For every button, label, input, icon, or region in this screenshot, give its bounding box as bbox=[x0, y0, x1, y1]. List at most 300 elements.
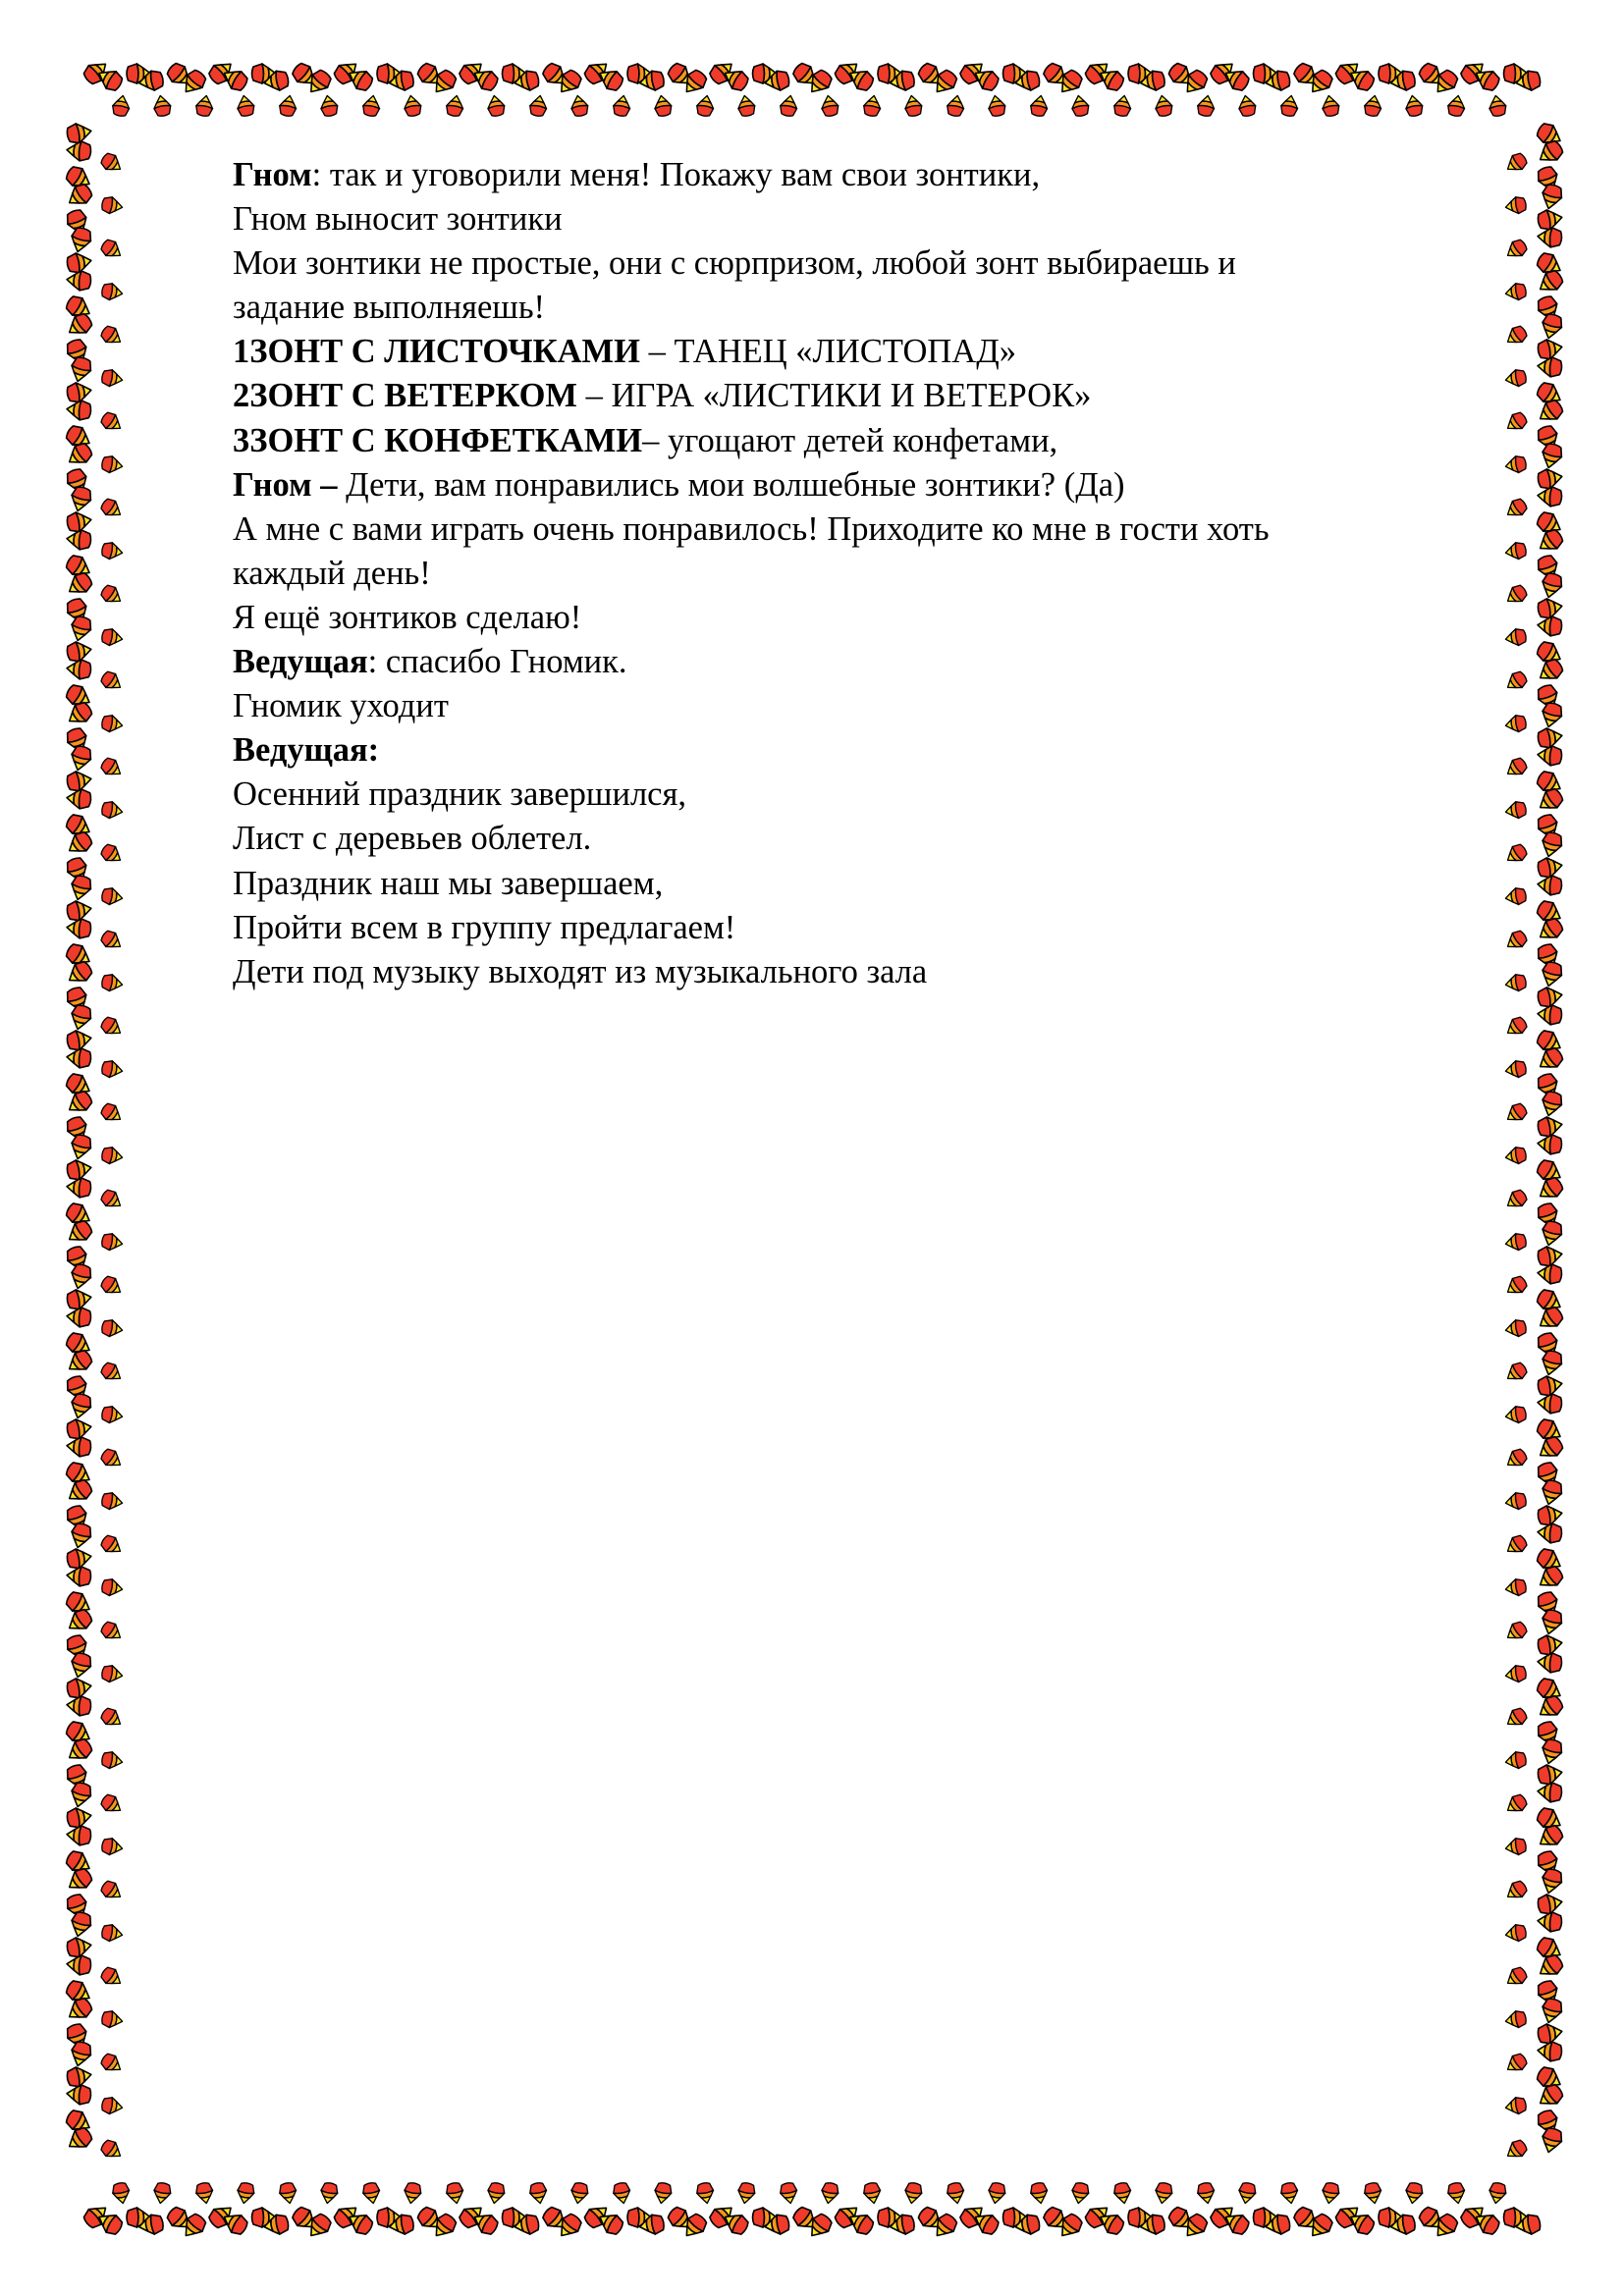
text-line: 1ЗОНТ С ЛИСТОЧКАМИ – ТАНЕЦ «ЛИСТОПАД» bbox=[233, 333, 1016, 371]
candy-corn-icon bbox=[152, 94, 172, 117]
candy-corn-icon bbox=[101, 1750, 124, 1770]
candy-corn-icon bbox=[64, 1088, 95, 1117]
candy-corn-icon bbox=[1537, 2041, 1562, 2062]
candy-corn-icon bbox=[194, 94, 214, 117]
candy-corn-icon bbox=[66, 1047, 91, 1069]
candy-corn-icon bbox=[101, 973, 124, 992]
candy-corn-icon bbox=[68, 2040, 93, 2068]
candy-corn-icon bbox=[1504, 195, 1527, 215]
candy-corn-icon bbox=[736, 2182, 756, 2205]
candy-corn-icon bbox=[1503, 928, 1530, 953]
candy-corn-icon bbox=[68, 1651, 93, 1680]
text-line: Мои зонтики не простые, они с сюрпризом, любой зонт выбираешь и bbox=[233, 244, 1236, 283]
candy-corn-icon bbox=[1535, 785, 1566, 815]
candy-corn-icon bbox=[1537, 227, 1562, 248]
candy-corn-icon bbox=[99, 150, 126, 176]
candy-corn-icon bbox=[1112, 2182, 1132, 2205]
candy-corn-icon bbox=[66, 899, 93, 923]
candy-corn-icon bbox=[1404, 2182, 1424, 2205]
candy-corn-icon bbox=[1503, 582, 1530, 608]
candy-corn-icon bbox=[1504, 1232, 1527, 1252]
candy-corn-icon bbox=[1539, 312, 1564, 341]
candy-corn-icon bbox=[66, 381, 93, 404]
candy-corn-icon bbox=[1537, 1782, 1562, 1803]
candy-corn-icon bbox=[68, 1781, 93, 1809]
candy-corn-icon bbox=[68, 744, 93, 773]
candy-corn-icon bbox=[1504, 1491, 1527, 1511]
candy-corn-icon bbox=[1539, 1219, 1564, 1248]
candy-corn-icon bbox=[99, 1014, 126, 1040]
text-line: Гном – Дети, вам понравились мои волшебные зонтики? (Да) bbox=[233, 465, 1125, 504]
candy-corn-icon bbox=[1535, 915, 1566, 944]
candy-corn-icon bbox=[66, 1806, 93, 1830]
candy-corn-icon bbox=[101, 2009, 124, 2029]
candy-corn-icon bbox=[66, 1566, 91, 1587]
candy-corn-icon bbox=[101, 1405, 124, 1424]
candy-corn-icon bbox=[862, 94, 882, 117]
candy-corn-icon bbox=[779, 2182, 798, 2205]
candy-corn-icon bbox=[66, 1177, 91, 1199]
candy-corn-icon bbox=[445, 94, 464, 117]
candy-corn-icon bbox=[99, 1100, 126, 1126]
candy-corn-icon bbox=[66, 510, 93, 534]
candy-corn-icon bbox=[66, 640, 93, 664]
candy-corn-icon bbox=[66, 1417, 93, 1441]
candy-corn-icon bbox=[1539, 2126, 1564, 2155]
candy-corn-icon bbox=[1535, 2081, 1566, 2110]
candy-corn-icon bbox=[1537, 208, 1564, 232]
candy-corn-icon bbox=[1537, 726, 1564, 750]
candy-corn-icon bbox=[66, 2084, 91, 2106]
candy-corn-icon bbox=[653, 94, 673, 117]
candy-corn-icon bbox=[64, 569, 95, 599]
candy-corn-icon bbox=[1537, 1393, 1562, 1415]
candy-corn-icon bbox=[1404, 94, 1424, 117]
candy-corn-icon bbox=[1503, 237, 1530, 262]
candy-corn-icon bbox=[987, 94, 1006, 117]
candy-corn-icon bbox=[1535, 1692, 1566, 1722]
candy-corn-icon bbox=[66, 1288, 93, 1311]
candy-corn-icon bbox=[1537, 1004, 1562, 1026]
candy-corn-icon bbox=[101, 800, 124, 820]
text-line: задание выполняешь! bbox=[233, 289, 546, 327]
candy-corn-icon bbox=[101, 195, 124, 215]
candy-corn-icon bbox=[64, 1865, 95, 1895]
candy-corn-icon bbox=[1537, 856, 1564, 880]
candy-corn-icon bbox=[1535, 656, 1566, 685]
candy-corn-icon bbox=[1504, 1059, 1527, 1079]
candy-corn-icon bbox=[66, 251, 93, 275]
candy-corn-icon bbox=[1539, 442, 1564, 470]
candy-corn-icon bbox=[66, 140, 91, 162]
candy-corn-icon bbox=[1363, 94, 1382, 117]
candy-corn-icon bbox=[101, 282, 124, 301]
candy-corn-icon bbox=[68, 1262, 93, 1291]
candy-corn-icon bbox=[820, 2182, 839, 2205]
candy-corn-icon bbox=[1321, 94, 1340, 117]
candy-corn-icon bbox=[569, 2182, 589, 2205]
candy-corn-icon bbox=[1503, 1446, 1530, 1471]
document-text bbox=[233, 153, 1470, 994]
candy-corn-icon bbox=[99, 2137, 126, 2163]
candy-corn-icon bbox=[1535, 1563, 1566, 1592]
candy-corn-icon bbox=[1237, 94, 1257, 117]
candy-corn-icon bbox=[1539, 830, 1564, 859]
candy-corn-icon bbox=[236, 94, 255, 117]
candy-corn-icon bbox=[101, 1232, 124, 1252]
candy-corn-icon bbox=[1503, 668, 1530, 694]
candy-corn-icon bbox=[1537, 875, 1562, 896]
candy-corn-icon bbox=[1503, 1014, 1530, 1040]
candy-corn-icon bbox=[361, 2182, 381, 2205]
candy-corn-icon bbox=[1237, 2182, 1257, 2205]
candy-corn-icon bbox=[99, 1273, 126, 1299]
candy-corn-icon bbox=[99, 1532, 126, 1558]
candy-corn-icon bbox=[1279, 94, 1299, 117]
text-line: каждый день! bbox=[233, 554, 431, 592]
candy-corn-icon bbox=[68, 355, 93, 384]
candy-corn-icon bbox=[64, 1606, 95, 1635]
candy-corn-icon bbox=[1535, 267, 1566, 296]
candy-corn-icon bbox=[1112, 94, 1132, 117]
candy-corn-icon bbox=[1537, 597, 1564, 620]
candy-corn-icon bbox=[1537, 1633, 1564, 1657]
candy-corn-icon bbox=[99, 496, 126, 521]
candy-corn-icon bbox=[99, 841, 126, 867]
candy-corn-icon bbox=[99, 1791, 126, 1817]
candy-corn-icon bbox=[1539, 1090, 1564, 1118]
candy-corn-icon bbox=[64, 2124, 95, 2154]
text-line: 3ЗОНТ С КОНФЕТКАМИ– угощают детей конфетами, bbox=[233, 421, 1058, 459]
candy-corn-icon bbox=[1535, 1174, 1566, 1203]
candy-corn-icon bbox=[66, 270, 91, 292]
candy-corn-icon bbox=[1504, 541, 1527, 561]
candy-corn-icon bbox=[1504, 1405, 1527, 1424]
candy-corn-icon bbox=[68, 226, 93, 254]
candy-corn-icon bbox=[1503, 1187, 1530, 1212]
candy-corn-icon bbox=[1029, 2182, 1049, 2205]
candy-corn-icon bbox=[1196, 94, 1216, 117]
candy-corn-icon bbox=[779, 94, 798, 117]
candy-corn-icon bbox=[1539, 1997, 1564, 2025]
candy-corn-icon bbox=[99, 755, 126, 780]
candy-corn-icon bbox=[486, 2182, 506, 2205]
candy-corn-icon bbox=[1504, 1750, 1527, 1770]
candy-corn-icon bbox=[1539, 183, 1564, 211]
candy-corn-icon bbox=[66, 1825, 91, 1846]
candy-corn-icon bbox=[946, 2182, 965, 2205]
candy-corn-icon bbox=[612, 94, 631, 117]
candy-corn-icon bbox=[99, 1964, 126, 1990]
candy-corn-icon bbox=[1537, 1134, 1562, 1155]
candy-corn-icon bbox=[99, 1360, 126, 1385]
candy-corn-icon bbox=[236, 2182, 255, 2205]
candy-corn-icon bbox=[695, 2182, 715, 2205]
text-line: Лист с деревьев облетел. bbox=[233, 820, 592, 858]
candy-corn-icon bbox=[820, 94, 839, 117]
candy-corn-icon bbox=[101, 1146, 124, 1165]
candy-corn-icon bbox=[1504, 368, 1527, 388]
candy-corn-icon bbox=[99, 1705, 126, 1731]
candy-corn-icon bbox=[1488, 2182, 1507, 2205]
candy-corn-icon bbox=[68, 485, 93, 513]
candy-corn-icon bbox=[152, 2182, 172, 2205]
candy-corn-icon bbox=[66, 1695, 91, 1717]
text-line: А мне с вами играть очень понравилось! Приходите ко мне в гости хоть bbox=[233, 509, 1270, 548]
candy-corn-icon bbox=[64, 1217, 95, 1247]
candy-corn-icon bbox=[1503, 409, 1530, 435]
candy-corn-icon bbox=[101, 541, 124, 561]
candy-corn-icon bbox=[1503, 323, 1530, 348]
candy-corn-icon bbox=[1537, 745, 1562, 767]
candy-corn-icon bbox=[1446, 94, 1466, 117]
candy-corn-icon bbox=[1446, 2182, 1466, 2205]
candy-corn-icon bbox=[1537, 1504, 1564, 1527]
candy-corn-icon bbox=[1503, 2051, 1530, 2076]
candy-corn-icon bbox=[1504, 800, 1527, 820]
candy-corn-icon bbox=[66, 1936, 93, 1959]
candy-corn-icon bbox=[66, 918, 91, 939]
candy-corn-icon bbox=[1504, 1923, 1527, 1943]
text-line: Дети под музыку выходят из музыкального зала bbox=[233, 952, 928, 990]
candy-corn-icon bbox=[194, 2182, 214, 2205]
candy-corn-icon bbox=[1535, 526, 1566, 556]
candy-corn-icon bbox=[1503, 1705, 1530, 1731]
candy-corn-icon bbox=[862, 2182, 882, 2205]
candy-corn-icon bbox=[1504, 2096, 1527, 2115]
candy-corn-icon bbox=[1503, 496, 1530, 521]
candy-corn-icon bbox=[1535, 1433, 1566, 1463]
candy-corn-icon bbox=[1504, 886, 1527, 906]
candy-corn-icon bbox=[1503, 150, 1530, 176]
candy-corn-icon bbox=[101, 1491, 124, 1511]
candy-corn-icon bbox=[111, 2182, 131, 2205]
candy-corn-icon bbox=[1539, 701, 1564, 729]
candy-corn-icon bbox=[1504, 1318, 1527, 1338]
candy-corn-icon bbox=[68, 1522, 93, 1550]
candy-corn-icon bbox=[1537, 1763, 1564, 1787]
candy-corn-icon bbox=[1488, 94, 1507, 117]
candy-corn-icon bbox=[1535, 1304, 1566, 1333]
candy-corn-icon bbox=[68, 614, 93, 643]
candy-corn-icon bbox=[1535, 1822, 1566, 1851]
candy-corn-icon bbox=[1279, 2182, 1299, 2205]
candy-corn-icon bbox=[101, 368, 124, 388]
candy-corn-icon bbox=[101, 1318, 124, 1338]
candy-corn-icon bbox=[1537, 1652, 1562, 1674]
candy-corn-icon bbox=[1537, 1115, 1564, 1139]
candy-corn-icon bbox=[1504, 627, 1527, 647]
candy-corn-icon bbox=[1503, 1878, 1530, 1903]
candy-corn-icon bbox=[64, 1735, 95, 1765]
candy-corn-icon bbox=[101, 2096, 124, 2115]
candy-corn-icon bbox=[101, 454, 124, 474]
candy-corn-icon bbox=[1503, 2137, 1530, 2163]
candy-corn-icon bbox=[66, 788, 91, 810]
candy-corn-icon bbox=[1504, 454, 1527, 474]
candy-corn-icon bbox=[64, 1995, 95, 2024]
candy-corn-icon bbox=[1539, 571, 1564, 600]
candy-corn-icon bbox=[1539, 1608, 1564, 1636]
candy-corn-icon bbox=[1539, 1737, 1564, 1766]
candy-corn-icon bbox=[99, 1187, 126, 1212]
candy-corn-icon bbox=[1537, 2022, 1564, 2046]
candy-corn-icon bbox=[101, 1577, 124, 1597]
candy-corn-icon bbox=[1537, 1245, 1564, 1268]
candy-corn-icon bbox=[1535, 1044, 1566, 1074]
candy-corn-icon bbox=[1503, 1532, 1530, 1558]
candy-corn-icon bbox=[1503, 1273, 1530, 1299]
candy-corn-icon bbox=[1539, 1478, 1564, 1507]
candy-corn-icon bbox=[445, 2182, 464, 2205]
candy-corn-icon bbox=[99, 2051, 126, 2076]
candy-corn-icon bbox=[66, 1547, 93, 1571]
text-line: Праздник наш мы завершаем, bbox=[233, 864, 664, 902]
candy-corn-icon bbox=[1070, 2182, 1090, 2205]
candy-corn-icon bbox=[66, 1677, 93, 1700]
candy-corn-icon bbox=[653, 2182, 673, 2205]
candy-corn-icon bbox=[1535, 137, 1566, 167]
candy-corn-icon bbox=[1504, 1146, 1527, 1165]
candy-corn-icon bbox=[1539, 960, 1564, 988]
candy-corn-icon bbox=[101, 1059, 124, 1079]
candy-corn-icon bbox=[1537, 1263, 1562, 1285]
candy-corn-icon bbox=[695, 94, 715, 117]
candy-corn-icon bbox=[1503, 1791, 1530, 1817]
candy-corn-icon bbox=[68, 1003, 93, 1032]
candy-corn-icon bbox=[1535, 397, 1566, 426]
candy-corn-icon bbox=[1503, 755, 1530, 780]
candy-corn-icon bbox=[66, 1158, 93, 1182]
candy-corn-icon bbox=[319, 94, 339, 117]
candy-corn-icon bbox=[1537, 356, 1562, 378]
candy-corn-icon bbox=[1537, 467, 1564, 491]
candy-corn-icon bbox=[64, 1476, 95, 1506]
candy-corn-icon bbox=[101, 886, 124, 906]
candy-corn-icon bbox=[1537, 486, 1562, 507]
candy-corn-icon bbox=[1537, 1374, 1564, 1398]
candy-corn-icon bbox=[1537, 986, 1564, 1009]
candy-corn-icon bbox=[1154, 94, 1173, 117]
candy-corn-icon bbox=[101, 1664, 124, 1683]
candy-corn-icon bbox=[66, 529, 91, 551]
candy-corn-icon bbox=[66, 1029, 93, 1052]
candy-corn-icon bbox=[278, 94, 298, 117]
candy-corn-icon bbox=[486, 94, 506, 117]
candy-corn-icon bbox=[569, 94, 589, 117]
candy-corn-icon bbox=[361, 94, 381, 117]
candy-corn-icon bbox=[946, 94, 965, 117]
candy-corn-icon bbox=[66, 1307, 91, 1328]
candy-corn-icon bbox=[101, 1923, 124, 1943]
candy-corn-icon bbox=[66, 1954, 91, 1976]
candy-corn-icon bbox=[99, 1878, 126, 1903]
candy-corn-icon bbox=[1504, 1837, 1527, 1856]
candy-corn-icon bbox=[1321, 2182, 1340, 2205]
candy-corn-icon bbox=[736, 94, 756, 117]
candy-corn-icon bbox=[101, 627, 124, 647]
candy-corn-icon bbox=[99, 237, 126, 262]
candy-corn-icon bbox=[64, 1347, 95, 1376]
candy-corn-icon bbox=[1537, 1522, 1562, 1544]
candy-corn-icon bbox=[1070, 94, 1090, 117]
candy-corn-icon bbox=[66, 122, 93, 145]
candy-corn-icon bbox=[99, 1619, 126, 1644]
candy-corn-icon bbox=[101, 1837, 124, 1856]
candy-corn-icon bbox=[1503, 1100, 1530, 1126]
candy-corn-icon bbox=[528, 2182, 548, 2205]
candy-corn-icon bbox=[64, 828, 95, 858]
text-line: Ведущая: bbox=[233, 731, 380, 770]
candy-corn-icon bbox=[1537, 338, 1564, 361]
candy-corn-icon bbox=[1363, 2182, 1382, 2205]
candy-corn-icon bbox=[64, 181, 95, 210]
candy-corn-icon bbox=[1503, 1619, 1530, 1644]
candy-corn-icon bbox=[99, 1446, 126, 1471]
candy-corn-icon bbox=[1539, 1867, 1564, 1896]
text-line: Гном выносит зонтики bbox=[233, 200, 563, 239]
candy-corn-icon bbox=[403, 94, 422, 117]
candy-corn-icon bbox=[99, 409, 126, 435]
candy-corn-icon bbox=[64, 699, 95, 728]
candy-corn-icon bbox=[68, 874, 93, 902]
candy-corn-icon bbox=[1539, 1349, 1564, 1377]
candy-corn-icon bbox=[1537, 615, 1562, 637]
candy-corn-icon bbox=[1504, 1577, 1527, 1597]
candy-corn-icon bbox=[111, 94, 131, 117]
candy-corn-icon bbox=[66, 400, 91, 421]
candy-corn-icon bbox=[99, 323, 126, 348]
text-line: Осенний праздник завершился, bbox=[233, 775, 686, 814]
candy-corn-icon bbox=[1537, 1893, 1564, 1916]
text-line: 2ЗОНТ С ВЕТЕРКОМ – ИГРА «ЛИСТИКИ И ВЕТЕРОК» bbox=[233, 377, 1092, 415]
candy-corn-icon bbox=[64, 440, 95, 469]
candy-corn-icon bbox=[1537, 1911, 1562, 1933]
candy-corn-icon bbox=[1504, 2009, 1527, 2029]
text-line: Гном: так и уговорили меня! Покажу вам свои зонтики, bbox=[233, 156, 1041, 193]
candy-corn-icon bbox=[278, 2182, 298, 2205]
candy-corn-icon bbox=[68, 1133, 93, 1161]
candy-corn-icon bbox=[1503, 1964, 1530, 1990]
candy-corn-icon bbox=[987, 2182, 1006, 2205]
candy-corn-icon bbox=[99, 668, 126, 694]
candy-corn-icon bbox=[1535, 1951, 1566, 1981]
candy-corn-icon bbox=[1504, 714, 1527, 733]
candy-corn-icon bbox=[101, 714, 124, 733]
candy-corn-icon bbox=[903, 94, 923, 117]
candy-corn-icon bbox=[68, 1910, 93, 1939]
candy-corn-icon bbox=[1154, 2182, 1173, 2205]
candy-corn-icon bbox=[1503, 841, 1530, 867]
text-line: Ведущая: спасибо Гномик. bbox=[233, 643, 627, 681]
text-line: Гномик уходит bbox=[233, 687, 449, 725]
candy-corn-icon bbox=[66, 770, 93, 793]
candy-corn-icon bbox=[66, 1436, 91, 1458]
text-line: Пройти всем в группу предлагаем! bbox=[233, 908, 736, 946]
candy-corn-icon bbox=[1504, 973, 1527, 992]
candy-corn-icon bbox=[1504, 282, 1527, 301]
candy-corn-icon bbox=[66, 659, 91, 680]
candy-corn-icon bbox=[64, 958, 95, 988]
candy-corn-icon bbox=[1503, 1360, 1530, 1385]
candy-corn-icon bbox=[1504, 1664, 1527, 1683]
candy-corn-icon bbox=[64, 310, 95, 340]
candy-corn-icon bbox=[528, 94, 548, 117]
candy-corn-icon bbox=[403, 2182, 422, 2205]
candy-corn-icon bbox=[319, 2182, 339, 2205]
candy-corn-icon bbox=[1196, 2182, 1216, 2205]
candy-corn-icon bbox=[99, 928, 126, 953]
